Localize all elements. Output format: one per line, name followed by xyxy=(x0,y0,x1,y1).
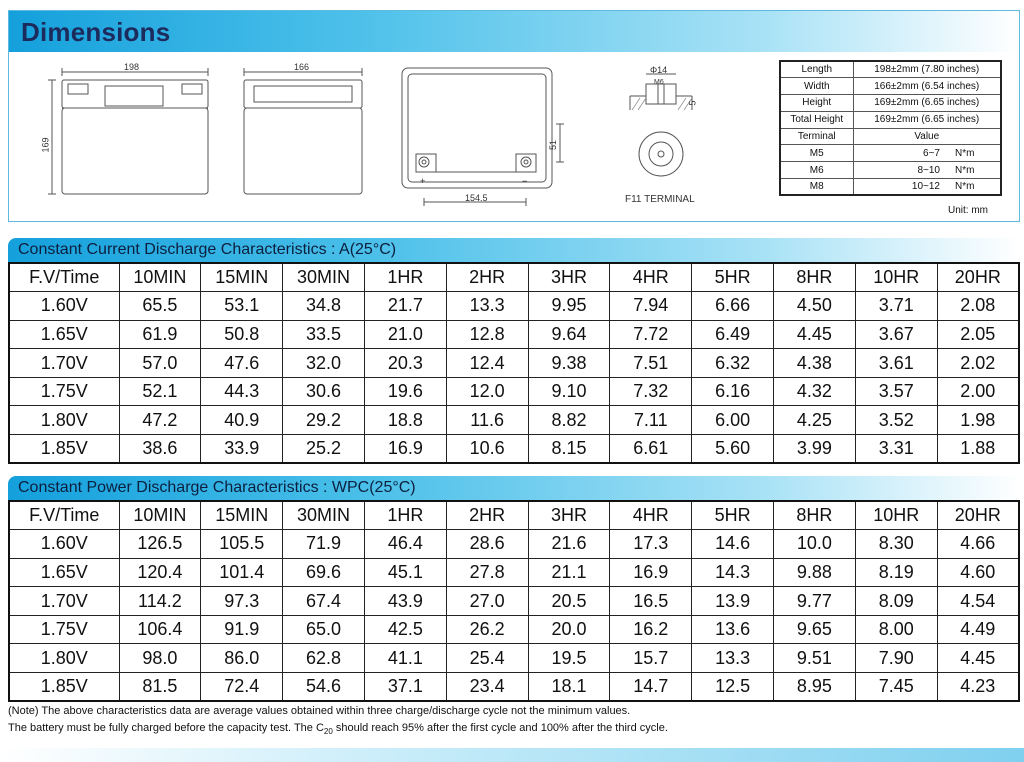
value-cell: 105.5 xyxy=(201,530,283,559)
current-discharge-table xyxy=(8,262,1020,464)
value-cell: 9.51 xyxy=(774,644,856,673)
spec-label: Length xyxy=(780,61,853,78)
value-cell: 8.15 xyxy=(528,435,610,464)
terminal-label: M5 xyxy=(780,145,853,162)
terminal-row xyxy=(780,162,1001,179)
value-cell: 7.94 xyxy=(610,292,692,321)
table-row xyxy=(9,406,1019,435)
value-cell: 7.90 xyxy=(855,644,937,673)
value-cell: 9.64 xyxy=(528,320,610,349)
value-cell: 65.0 xyxy=(283,615,365,644)
torque-value: 6~7 xyxy=(853,145,943,162)
value-cell: 17.3 xyxy=(610,530,692,559)
column-header: 20HR xyxy=(937,263,1019,292)
side-width-label: 166 xyxy=(294,62,310,72)
value-cell: 9.95 xyxy=(528,292,610,321)
voltage-cell: 1.70V xyxy=(9,349,119,378)
voltage-cell: 1.75V xyxy=(9,377,119,406)
terminal-label: M6 xyxy=(780,162,853,179)
value-cell: 20.5 xyxy=(528,587,610,616)
value-cell: 1.88 xyxy=(937,435,1019,464)
value-cell: 46.4 xyxy=(364,530,446,559)
torque-value: 8~10 xyxy=(853,162,943,179)
dimensions-header xyxy=(8,10,1020,52)
column-header: 3HR xyxy=(528,263,610,292)
column-header: 4HR xyxy=(610,263,692,292)
voltage-cell: 1.85V xyxy=(9,673,119,702)
value-cell: 12.4 xyxy=(446,349,528,378)
spec-label: Width xyxy=(780,78,853,95)
table-row xyxy=(9,435,1019,464)
value-cell: 53.1 xyxy=(201,292,283,321)
value-cell: 4.50 xyxy=(774,292,856,321)
table-row xyxy=(9,349,1019,378)
value-cell: 54.6 xyxy=(283,673,365,702)
note-line-2-prefix: The battery must be fully charged before the capacity test. The C xyxy=(8,722,324,734)
value-cell: 4.38 xyxy=(774,349,856,378)
terminal-label: M8 xyxy=(780,179,853,196)
note-line-2-sub: 20 xyxy=(323,727,333,737)
value-cell: 97.3 xyxy=(201,587,283,616)
spec-row xyxy=(780,111,1001,128)
value-cell: 29.2 xyxy=(283,406,365,435)
value-cell: 52.1 xyxy=(119,377,201,406)
value-cell: 20.0 xyxy=(528,615,610,644)
spec-value: 169±2mm (6.65 inches) xyxy=(853,95,1001,112)
column-header: 3HR xyxy=(528,501,610,530)
current-header-row xyxy=(9,263,1019,292)
value-cell: 18.8 xyxy=(364,406,446,435)
column-header: 20HR xyxy=(937,501,1019,530)
value-cell: 65.5 xyxy=(119,292,201,321)
column-header: 30MIN xyxy=(283,263,365,292)
value-cell: 16.9 xyxy=(610,558,692,587)
column-header: 2HR xyxy=(446,501,528,530)
column-header: 8HR xyxy=(774,501,856,530)
value-cell: 120.4 xyxy=(119,558,201,587)
terminal-row xyxy=(780,179,1001,196)
torque-value: 10~12 xyxy=(853,179,943,196)
front-width-label: 198 xyxy=(124,62,140,72)
value-cell: 8.19 xyxy=(855,558,937,587)
spec-value: 166±2mm (6.54 inches) xyxy=(853,78,1001,95)
table-row xyxy=(9,644,1019,673)
spec-label: Height xyxy=(780,95,853,112)
value-cell: 26.2 xyxy=(446,615,528,644)
value-cell: 4.25 xyxy=(774,406,856,435)
front-view-drawing xyxy=(40,62,220,202)
value-cell: 50.8 xyxy=(201,320,283,349)
value-cell: 2.08 xyxy=(937,292,1019,321)
top-width-label: 154.5 xyxy=(465,193,488,203)
value-cell: 28.6 xyxy=(446,530,528,559)
value-cell: 10.6 xyxy=(446,435,528,464)
column-header: 1HR xyxy=(364,501,446,530)
value-cell: 72.4 xyxy=(201,673,283,702)
value-cell: 6.16 xyxy=(692,377,774,406)
value-cell: 3.61 xyxy=(855,349,937,378)
value-cell: 33.5 xyxy=(283,320,365,349)
value-cell: 67.4 xyxy=(283,587,365,616)
terminal-bolt-label: M6 xyxy=(654,79,664,86)
column-header: 5HR xyxy=(692,263,774,292)
value-cell: 69.6 xyxy=(283,558,365,587)
value-cell: 8.00 xyxy=(855,615,937,644)
value-cell: 1.98 xyxy=(937,406,1019,435)
value-cell: 71.9 xyxy=(283,530,365,559)
value-cell: 9.77 xyxy=(774,587,856,616)
front-height-label: 169 xyxy=(40,137,51,153)
top-height-label: 51 xyxy=(548,139,559,151)
voltage-cell: 1.80V xyxy=(9,406,119,435)
column-header: 1HR xyxy=(364,263,446,292)
column-header: F.V/Time xyxy=(9,263,119,292)
value-cell: 6.61 xyxy=(610,435,692,464)
value-cell: 20.3 xyxy=(364,349,446,378)
value-cell: 4.66 xyxy=(937,530,1019,559)
value-cell: 62.8 xyxy=(283,644,365,673)
value-cell: 8.95 xyxy=(774,673,856,702)
value-cell: 4.60 xyxy=(937,558,1019,587)
terminal-header-label: Terminal xyxy=(780,128,853,145)
torque-unit: N*m xyxy=(943,162,1001,179)
spec-row xyxy=(780,95,1001,112)
svg-text:−: − xyxy=(522,176,528,186)
value-cell: 9.65 xyxy=(774,615,856,644)
value-cell: 40.9 xyxy=(201,406,283,435)
terminal-height-label: 5 xyxy=(687,100,698,106)
value-cell: 13.9 xyxy=(692,587,774,616)
value-cell: 4.45 xyxy=(937,644,1019,673)
value-cell: 16.5 xyxy=(610,587,692,616)
voltage-cell: 1.60V xyxy=(9,530,119,559)
value-cell: 38.6 xyxy=(119,435,201,464)
value-cell: 9.88 xyxy=(774,558,856,587)
value-cell: 3.31 xyxy=(855,435,937,464)
terminal-diameter-label: Φ14 xyxy=(650,65,668,75)
value-cell: 27.8 xyxy=(446,558,528,587)
value-cell: 114.2 xyxy=(119,587,201,616)
terminal-header-value: Value xyxy=(853,128,1001,145)
value-cell: 81.5 xyxy=(119,673,201,702)
column-header: 2HR xyxy=(446,263,528,292)
value-cell: 2.02 xyxy=(937,349,1019,378)
voltage-cell: 1.75V xyxy=(9,615,119,644)
value-cell: 43.9 xyxy=(364,587,446,616)
value-cell: 47.2 xyxy=(119,406,201,435)
side-view-drawing xyxy=(238,62,368,202)
value-cell: 6.66 xyxy=(692,292,774,321)
value-cell: 16.9 xyxy=(364,435,446,464)
spec-row xyxy=(780,78,1001,95)
value-cell: 9.10 xyxy=(528,377,610,406)
value-cell: 41.1 xyxy=(364,644,446,673)
value-cell: 12.0 xyxy=(446,377,528,406)
value-cell: 10.0 xyxy=(774,530,856,559)
value-cell: 7.72 xyxy=(610,320,692,349)
value-cell: 32.0 xyxy=(283,349,365,378)
unit-label: Unit: mm xyxy=(948,205,988,216)
value-cell: 21.7 xyxy=(364,292,446,321)
value-cell: 45.1 xyxy=(364,558,446,587)
column-header: 10HR xyxy=(855,263,937,292)
value-cell: 4.32 xyxy=(774,377,856,406)
value-cell: 4.54 xyxy=(937,587,1019,616)
value-cell: 2.00 xyxy=(937,377,1019,406)
spec-row xyxy=(780,61,1001,78)
table-row xyxy=(9,530,1019,559)
value-cell: 4.23 xyxy=(937,673,1019,702)
value-cell: 14.6 xyxy=(692,530,774,559)
column-header: 30MIN xyxy=(283,501,365,530)
torque-unit: N*m xyxy=(943,179,1001,196)
value-cell: 18.1 xyxy=(528,673,610,702)
value-cell: 3.71 xyxy=(855,292,937,321)
value-cell: 44.3 xyxy=(201,377,283,406)
note-line-1: (Note) The above characteristics data are average values obtained within three charge/discharge cycle not the minimum values. xyxy=(8,705,631,717)
value-cell: 6.32 xyxy=(692,349,774,378)
value-cell: 33.9 xyxy=(201,435,283,464)
value-cell: 15.7 xyxy=(610,644,692,673)
value-cell: 106.4 xyxy=(119,615,201,644)
value-cell: 7.32 xyxy=(610,377,692,406)
value-cell: 21.1 xyxy=(528,558,610,587)
value-cell: 11.6 xyxy=(446,406,528,435)
table-row xyxy=(9,615,1019,644)
value-cell: 19.6 xyxy=(364,377,446,406)
value-cell: 23.4 xyxy=(446,673,528,702)
table-row xyxy=(9,377,1019,406)
value-cell: 98.0 xyxy=(119,644,201,673)
terminal-caption: F11 TERMINAL xyxy=(625,194,695,205)
top-view-drawing xyxy=(398,64,573,206)
torque-unit: N*m xyxy=(943,145,1001,162)
value-cell: 16.2 xyxy=(610,615,692,644)
column-header: 15MIN xyxy=(201,501,283,530)
column-header: 10MIN xyxy=(119,501,201,530)
value-cell: 6.49 xyxy=(692,320,774,349)
voltage-cell: 1.65V xyxy=(9,558,119,587)
value-cell: 6.00 xyxy=(692,406,774,435)
value-cell: 21.0 xyxy=(364,320,446,349)
value-cell: 25.4 xyxy=(446,644,528,673)
note-line-2 xyxy=(8,722,668,736)
table-row xyxy=(9,673,1019,702)
value-cell: 7.51 xyxy=(610,349,692,378)
value-cell: 12.8 xyxy=(446,320,528,349)
column-header: 10HR xyxy=(855,501,937,530)
value-cell: 19.5 xyxy=(528,644,610,673)
value-cell: 4.45 xyxy=(774,320,856,349)
column-header: 4HR xyxy=(610,501,692,530)
value-cell: 3.67 xyxy=(855,320,937,349)
column-header: F.V/Time xyxy=(9,501,119,530)
value-cell: 27.0 xyxy=(446,587,528,616)
power-header-row xyxy=(9,501,1019,530)
value-cell: 42.5 xyxy=(364,615,446,644)
value-cell: 13.3 xyxy=(692,644,774,673)
value-cell: 5.60 xyxy=(692,435,774,464)
power-discharge-table xyxy=(8,500,1020,702)
spec-value: 198±2mm (7.80 inches) xyxy=(853,61,1001,78)
value-cell: 8.82 xyxy=(528,406,610,435)
power-section-header xyxy=(8,476,1020,500)
value-cell: 4.49 xyxy=(937,615,1019,644)
voltage-cell: 1.70V xyxy=(9,587,119,616)
terminal-header-row xyxy=(780,128,1001,145)
svg-text:+: + xyxy=(420,176,426,186)
voltage-cell: 1.80V xyxy=(9,644,119,673)
spec-value: 169±2mm (6.65 inches) xyxy=(853,111,1001,128)
spec-label: Total Height xyxy=(780,111,853,128)
value-cell: 13.3 xyxy=(446,292,528,321)
column-header: 8HR xyxy=(774,263,856,292)
current-section-title: Constant Current Discharge Characteristics : A(25°C) xyxy=(18,241,397,258)
value-cell: 21.6 xyxy=(528,530,610,559)
value-cell: 86.0 xyxy=(201,644,283,673)
table-row xyxy=(9,558,1019,587)
value-cell: 7.11 xyxy=(610,406,692,435)
bottom-decoration xyxy=(0,748,1024,762)
value-cell: 37.1 xyxy=(364,673,446,702)
value-cell: 101.4 xyxy=(201,558,283,587)
value-cell: 12.5 xyxy=(692,673,774,702)
value-cell: 30.6 xyxy=(283,377,365,406)
value-cell: 8.09 xyxy=(855,587,937,616)
voltage-cell: 1.85V xyxy=(9,435,119,464)
value-cell: 3.99 xyxy=(774,435,856,464)
value-cell: 126.5 xyxy=(119,530,201,559)
dimensions-title: Dimensions xyxy=(21,17,171,47)
table-row xyxy=(9,292,1019,321)
voltage-cell: 1.60V xyxy=(9,292,119,321)
table-row xyxy=(9,587,1019,616)
value-cell: 3.52 xyxy=(855,406,937,435)
value-cell: 47.6 xyxy=(201,349,283,378)
value-cell: 9.38 xyxy=(528,349,610,378)
value-cell: 2.05 xyxy=(937,320,1019,349)
table-row xyxy=(9,320,1019,349)
value-cell: 14.3 xyxy=(692,558,774,587)
value-cell: 7.45 xyxy=(855,673,937,702)
column-header: 5HR xyxy=(692,501,774,530)
value-cell: 91.9 xyxy=(201,615,283,644)
note-line-2-suffix: should reach 95% after the first cycle and 100% after the third cycle. xyxy=(332,722,668,734)
column-header: 15MIN xyxy=(201,263,283,292)
voltage-cell: 1.65V xyxy=(9,320,119,349)
current-section-header xyxy=(8,238,1020,262)
value-cell: 25.2 xyxy=(283,435,365,464)
value-cell: 14.7 xyxy=(610,673,692,702)
value-cell: 8.30 xyxy=(855,530,937,559)
spec-table xyxy=(779,60,1002,196)
value-cell: 57.0 xyxy=(119,349,201,378)
value-cell: 34.8 xyxy=(283,292,365,321)
value-cell: 61.9 xyxy=(119,320,201,349)
column-header: 10MIN xyxy=(119,263,201,292)
power-section-title: Constant Power Discharge Characteristics : WPC(25°C) xyxy=(18,479,416,496)
value-cell: 13.6 xyxy=(692,615,774,644)
terminal-row xyxy=(780,145,1001,162)
value-cell: 3.57 xyxy=(855,377,937,406)
